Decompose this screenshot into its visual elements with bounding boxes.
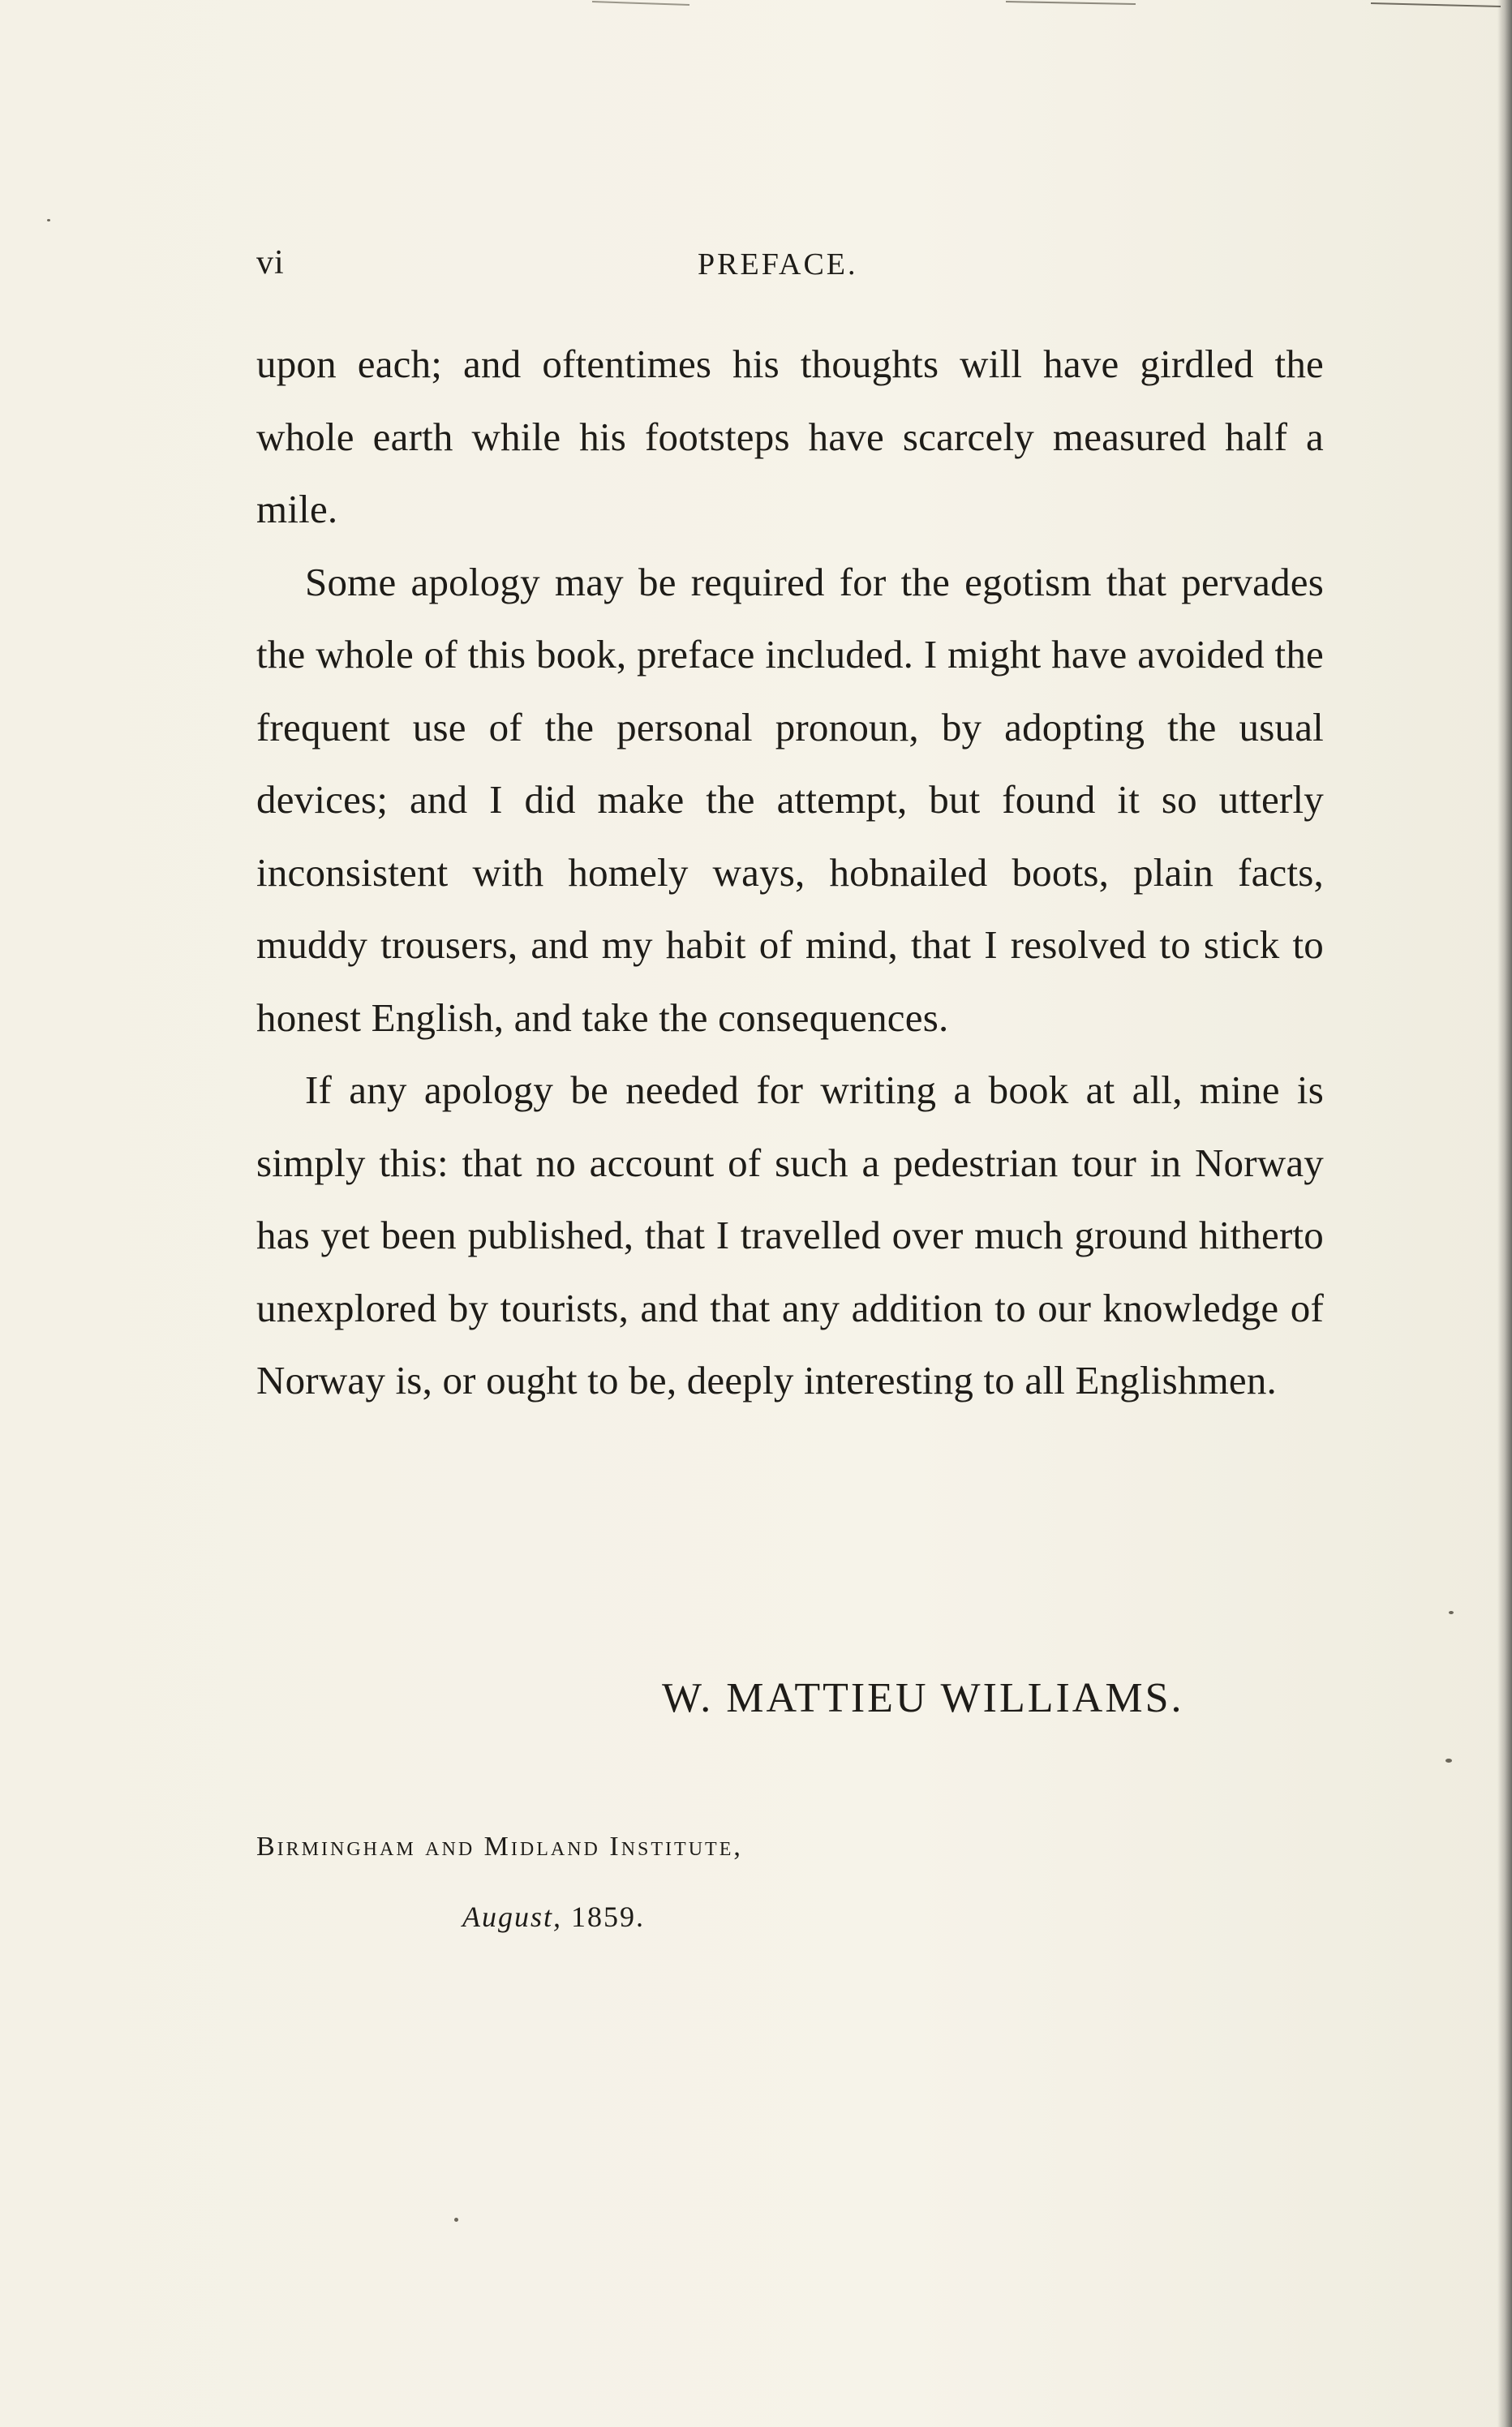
running-head: PREFACE. <box>698 247 858 281</box>
signature-date <box>462 1900 645 1934</box>
page-binding-edge <box>1497 0 1512 2427</box>
paper-speck <box>47 219 50 221</box>
paragraph-continued: upon each; and oftentimes his thoughts will have girdled the whole earth while his footsteps have scarcely measured half a mile. <box>256 341 1324 531</box>
page-header <box>256 243 1324 292</box>
paragraph-apology-egotism: Some apology may be required for the egotism that pervades the whole of this book, preface included. I might have avoided the frequent use of the personal pronoun, by adopting the usual devices; and I did make the attempt, but found it so utterly inconsistent with homely ways, hobnailed boots, plain facts, muddy trousers, and my habit of mind, that I resolved to stick to honest English, and take the consequences. <box>256 559 1324 1040</box>
signature-date-year: 1859. <box>571 1901 646 1933</box>
preface-body <box>256 328 1324 1417</box>
page-top-edge <box>568 0 1512 19</box>
paper-speck <box>1445 1759 1452 1763</box>
author-signature: W. MATTIEU WILLIAMS. <box>662 1675 1184 1721</box>
signature-place: Birmingham and Midland Institute, <box>256 1832 743 1862</box>
paper-speck <box>1449 1611 1454 1614</box>
paper-speck <box>454 2218 458 2222</box>
signature-date-month: August, <box>462 1901 563 1933</box>
page-number: vi <box>256 244 285 281</box>
paragraph-apology-book: If any apology be needed for writing a book at all, mine is simply this: that no account of such a pedestrian tour in Norway has yet been published, that I travelled over much ground hitherto unexplored by tourists, and that any addition to our knowledge of Norway is, or ought to be, deeply interesting to all Englishmen. <box>256 1067 1324 1403</box>
